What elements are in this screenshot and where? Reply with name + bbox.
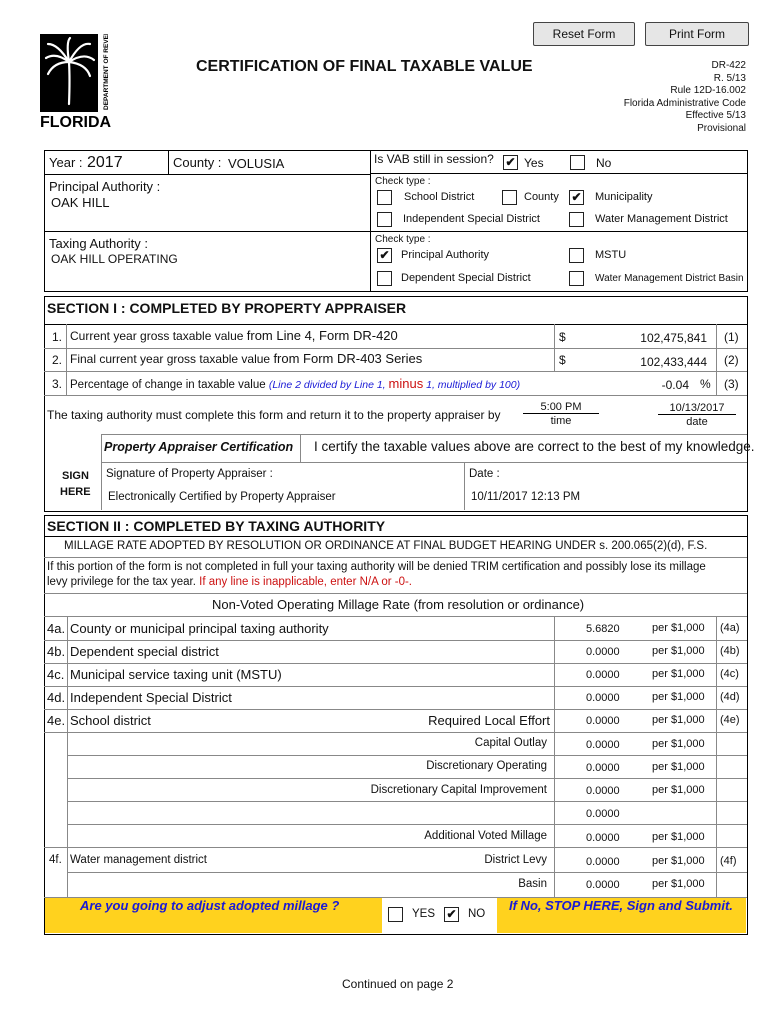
row4f-label: Water management district xyxy=(70,854,207,866)
row2-number: 2. xyxy=(52,353,63,367)
row4f-ref: (4f) xyxy=(720,855,737,867)
palm-tree-icon xyxy=(40,34,115,130)
school-district-checkbox[interactable] xyxy=(377,190,392,205)
vab-no-checkbox[interactable] xyxy=(570,155,585,170)
reset-form-button[interactable]: Reset Form xyxy=(533,22,635,46)
water-district-label: Water Management District xyxy=(595,213,728,225)
disc-capital-label: Discretionary Capital Improvement xyxy=(370,784,547,796)
check-type-label: Check type : xyxy=(375,176,431,187)
row4d-per: per $1,000 xyxy=(652,691,705,703)
county-value[interactable]: VOLUSIA xyxy=(228,156,285,171)
dependent-district-checkbox[interactable] xyxy=(377,271,392,286)
capital-outlay-per: per $1,000 xyxy=(652,738,705,750)
row4e-sublabel: Required Local Effort xyxy=(428,713,550,728)
section1-title: SECTION I : COMPLETED BY PROPERTY APPRAISER xyxy=(47,300,407,316)
row4e-per: per $1,000 xyxy=(652,714,705,726)
year-value[interactable]: 2017 xyxy=(87,154,123,171)
row4d-label: Independent Special District xyxy=(70,690,232,705)
county-checkbox[interactable] xyxy=(502,190,517,205)
adjust-no-label: NO xyxy=(468,908,486,920)
school-extra-value[interactable]: 0.0000 xyxy=(586,808,620,820)
disc-operating-per: per $1,000 xyxy=(652,761,705,773)
municipality-checkbox[interactable]: ✔ xyxy=(569,190,584,205)
signature-value[interactable]: Electronically Certified by Property Appraiser xyxy=(108,491,336,503)
vab-yes-checkbox[interactable]: ✔ xyxy=(503,155,518,170)
water-district-checkbox[interactable] xyxy=(569,212,584,227)
sig-date-label: Date : xyxy=(469,468,500,480)
independent-district-checkbox[interactable] xyxy=(377,212,392,227)
water-basin-checkbox[interactable] xyxy=(569,271,584,286)
vab-no-label: No xyxy=(596,156,612,170)
row1-ref: (1) xyxy=(724,330,739,344)
taxing-authority-value[interactable]: OAK HILL OPERATING xyxy=(51,252,178,266)
row4b-number: 4b. xyxy=(47,644,66,659)
taxing-authority-label: Taxing Authority : xyxy=(49,236,148,251)
row4c-label: Municipal service taxing unit (MSTU) xyxy=(70,667,282,682)
district-levy-label: District Levy xyxy=(484,854,547,866)
water-basin-label: Water Management District Basin xyxy=(595,273,744,284)
here-label: HERE xyxy=(60,486,91,498)
independent-district-label: Independent Special District xyxy=(403,213,540,225)
school-district-label: School District xyxy=(404,191,475,203)
capital-outlay-value[interactable]: 0.0000 xyxy=(586,739,620,751)
row4b-per: per $1,000 xyxy=(652,645,705,657)
disc-operating-value[interactable]: 0.0000 xyxy=(586,762,620,774)
adjust-yes-label: YES xyxy=(412,908,436,920)
row4e-number: 4e. xyxy=(47,713,66,728)
row1-number: 1. xyxy=(52,330,63,344)
warning-line1: If this portion of the form is not completed in full your taxing authority will be denied TRIM certification and possibly lose its millage xyxy=(47,561,706,573)
vab-yes-label: Yes xyxy=(524,156,544,170)
row3-value[interactable]: -0.04 xyxy=(661,378,689,392)
principal-authority-label: Principal Authority : xyxy=(49,179,161,194)
row4a-label: County or municipal principal taxing authority xyxy=(70,621,329,636)
sign-label: SIGN xyxy=(62,470,89,482)
form-info: DR-422 R. 5/13 Rule 12D-16.002 Florida Administrative Code Effective 5/13 Provisional xyxy=(623,60,746,134)
time-label: time xyxy=(550,415,572,427)
nonvoted-heading: Non-Voted Operating Millage Rate (from resolution or ordinance) xyxy=(212,597,585,612)
district-levy-per: per $1,000 xyxy=(652,855,705,867)
basin-label: Basin xyxy=(518,878,547,890)
row3-label: Percentage of change in taxable value (Line 2 divided by Line 1, minus 1, multiplied by 100) xyxy=(70,376,521,391)
additional-voted-label: Additional Voted Millage xyxy=(424,830,547,842)
check-type-label-2: Check type : xyxy=(375,234,431,245)
adjust-millage-question: Are you going to adjust adopted millage ? xyxy=(80,898,340,913)
section2-title: SECTION II : COMPLETED BY TAXING AUTHORITY xyxy=(47,518,386,534)
row1-currency: $ xyxy=(559,330,566,344)
row4d-number: 4d. xyxy=(47,690,66,705)
basin-per: per $1,000 xyxy=(652,878,705,890)
row4a-ref: (4a) xyxy=(720,622,740,634)
row4e-value[interactable]: 0.0000 xyxy=(586,715,620,727)
disc-capital-per: per $1,000 xyxy=(652,784,705,796)
cert-title: Property Appraiser Certification xyxy=(104,440,294,454)
row1-value[interactable]: 102,475,841 xyxy=(640,331,707,345)
warning-line2: levy privilege for the tax year. If any line is inapplicable, enter N/A or -0-. xyxy=(47,576,412,588)
row2-value[interactable]: 102,433,444 xyxy=(640,355,707,369)
cert-text: I certify the taxable values above are correct to the best of my knowledge. xyxy=(314,439,755,454)
vab-label: Is VAB still in session? xyxy=(374,152,494,166)
svg-text:FLORIDA: FLORIDA xyxy=(40,114,112,130)
disc-operating-label: Discretionary Operating xyxy=(426,760,547,772)
row1-label: Current year gross taxable value from Line 4, Form DR-420 xyxy=(70,328,398,343)
print-form-button[interactable]: Print Form xyxy=(645,22,749,46)
mstu-checkbox[interactable] xyxy=(569,248,584,263)
return-date-value[interactable]: 10/13/2017 xyxy=(658,402,736,415)
row2-currency: $ xyxy=(559,353,566,367)
sig-date-value[interactable]: 10/11/2017 12:13 PM xyxy=(471,491,581,503)
basin-value[interactable]: 0.0000 xyxy=(586,879,620,891)
district-levy-value[interactable]: 0.0000 xyxy=(586,856,620,868)
row3-number: 3. xyxy=(52,377,63,391)
row4b-label: Dependent special district xyxy=(70,644,219,659)
signature-label: Signature of Property Appraiser : xyxy=(106,468,273,480)
svg-text:DEPARTMENT OF REVENUE: DEPARTMENT OF REVENUE xyxy=(103,34,110,110)
adjust-no-checkbox[interactable]: ✔ xyxy=(444,907,459,922)
adjust-yes-checkbox[interactable] xyxy=(388,907,403,922)
return-time-value[interactable]: 5:00 PM xyxy=(523,401,599,414)
principal-authority-checkbox[interactable]: ✔ xyxy=(377,248,392,263)
row4b-ref: (4b) xyxy=(720,645,740,657)
capital-outlay-label: Capital Outlay xyxy=(474,737,547,749)
return-instruction: The taxing authority must complete this form and return it to the property appraiser by xyxy=(47,408,501,422)
row4a-per: per $1,000 xyxy=(652,622,705,634)
florida-logo xyxy=(40,34,115,130)
row4c-value[interactable]: 0.0000 xyxy=(586,669,620,681)
row4a-number: 4a. xyxy=(47,621,66,636)
row2-label: Final current year gross taxable value from Form DR-403 Series xyxy=(70,351,423,366)
row3-ref: (3) xyxy=(724,377,739,391)
row2-ref: (2) xyxy=(724,353,739,367)
additional-voted-value[interactable]: 0.0000 xyxy=(586,832,620,844)
row4e-label: School district xyxy=(70,713,151,728)
additional-voted-per: per $1,000 xyxy=(652,831,705,843)
row4c-number: 4c. xyxy=(47,667,65,682)
disc-capital-value[interactable]: 0.0000 xyxy=(586,785,620,797)
row4c-per: per $1,000 xyxy=(652,668,705,680)
county-option-label: County xyxy=(524,191,559,203)
principal-authority-option-label: Principal Authority xyxy=(401,249,490,261)
municipality-label: Municipality xyxy=(595,191,653,203)
millage-heading: MILLAGE RATE ADOPTED BY RESOLUTION OR ORDINANCE AT FINAL BUDGET HEARING UNDER s. 200.065(2)(d), F.S. xyxy=(64,540,708,552)
row3-percent: % xyxy=(700,377,711,391)
mstu-label: MSTU xyxy=(595,249,627,261)
year-label: Year : xyxy=(49,155,83,170)
row4d-value[interactable]: 0.0000 xyxy=(586,692,620,704)
county-label: County : xyxy=(173,155,222,170)
row4e-ref: (4e) xyxy=(720,714,740,726)
row4a-value[interactable]: 5.6820 xyxy=(586,623,620,635)
row4d-ref: (4d) xyxy=(720,691,740,703)
dependent-district-label: Dependent Special District xyxy=(401,272,531,284)
row4b-value[interactable]: 0.0000 xyxy=(586,646,620,658)
date-label: date xyxy=(686,416,708,428)
stop-instruction: If No, STOP HERE, Sign and Submit. xyxy=(509,898,733,913)
principal-authority-value[interactable]: OAK HILL xyxy=(51,195,110,210)
row4f-number: 4f. xyxy=(49,854,62,866)
page-footer: Continued on page 2 xyxy=(342,977,454,991)
row4c-ref: (4c) xyxy=(720,668,739,680)
form-title: CERTIFICATION OF FINAL TAXABLE VALUE xyxy=(196,58,533,75)
